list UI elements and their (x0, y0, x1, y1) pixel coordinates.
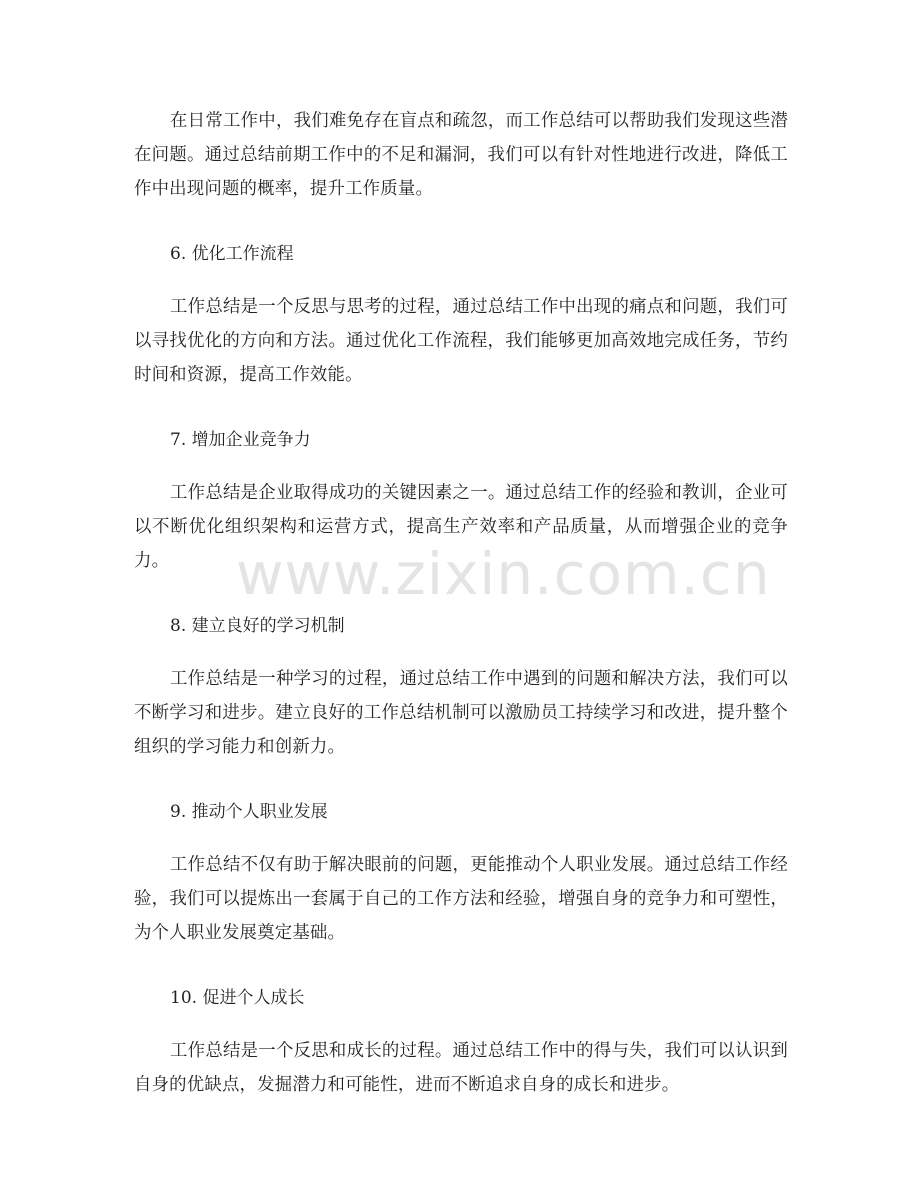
section-body-6: 工作总结是一个反思与思考的过程，通过总结工作中出现的痛点和问题，我们可以寻找优化的方向和方法。通过优化工作流程，我们能够更加高效地完成任务，节约时间和资源，提高工作效能。 (134, 297, 788, 385)
intro-paragraph: 在日常工作中，我们难免存在盲点和疏忽，而工作总结可以帮助我们发现这些潜在问题。通过总结前期工作中的不足和漏洞，我们可以有针对性地进行改进，降低工作中出现问题的概率，提升工作质量。 (134, 111, 788, 199)
watermark: www.zixin.com.cn (236, 540, 771, 608)
section-heading-9: 9. 推动个人职业发展 (170, 802, 328, 822)
section-body-7: 工作总结是企业取得成功的关键因素之一。通过总结工作的经验和教训，企业可以不断优化组织架构和运营方式，提高生产效率和产品质量，从而增强企业的竞争力。 (134, 483, 788, 571)
section-body-8: 工作总结是一种学习的过程，通过总结工作中遇到的问题和解决方法，我们可以不断学习和进步。建立良好的工作总结机制可以激励员工持续学习和改进，提升整个组织的学习能力和创新力。 (134, 669, 788, 757)
section-heading-7: 7. 增加企业竞争力 (170, 430, 311, 450)
section-body-10: 工作总结是一个反思和成长的过程。通过总结工作中的得与失，我们可以认识到自身的优缺点，发掘潜力和可能性，进而不断追求自身的成长和进步。 (134, 1041, 788, 1095)
section-heading-8: 8. 建立良好的学习机制 (170, 616, 345, 636)
section-heading-10: 10. 促进个人成长 (170, 988, 305, 1008)
section-body-9: 工作总结不仅有助于解决眼前的问题，更能推动个人职业发展。通过总结工作经验，我们可以提炼出一套属于自己的工作方法和经验，增强自身的竞争力和可塑性，为个人职业发展奠定基础。 (134, 855, 788, 943)
document-body (134, 104, 788, 1102)
section-heading-6: 6. 优化工作流程 (170, 244, 294, 264)
